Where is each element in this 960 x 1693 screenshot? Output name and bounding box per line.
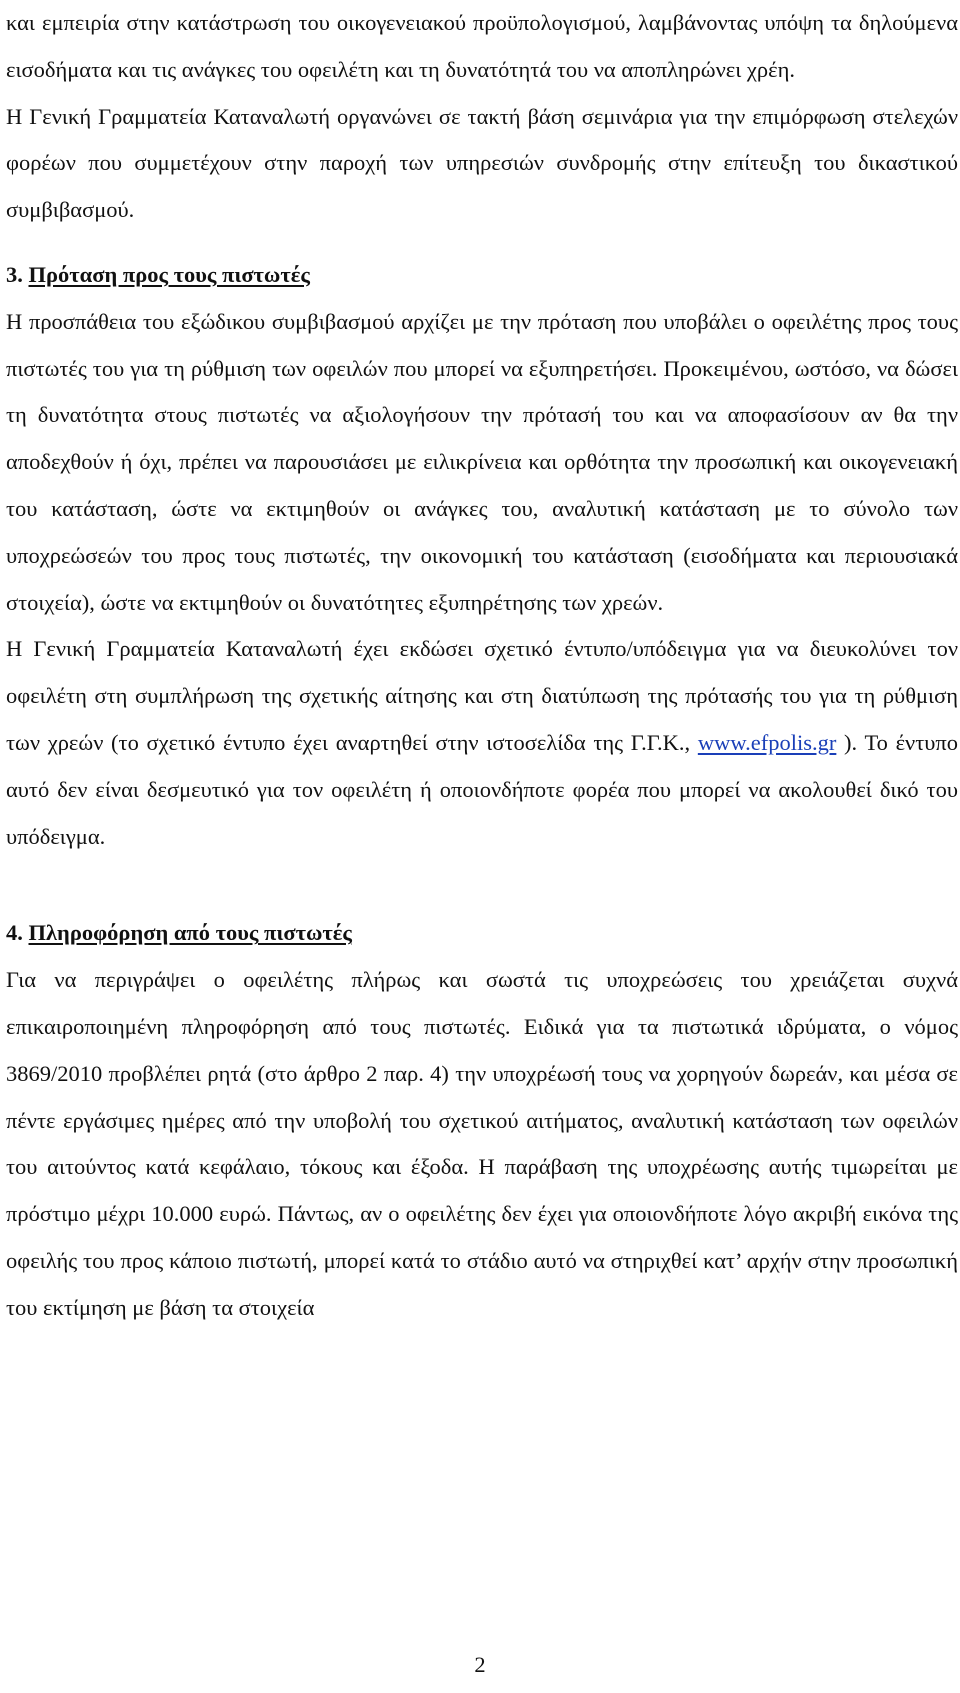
spacer [6, 860, 958, 910]
section-3-title: Πρόταση προς τους πιστωτές [28, 261, 310, 287]
section-3-paragraph-1: Η προσπάθεια του εξώδικου συμβιβασμού αρχίζει με την πρόταση που υποβάλει ο οφειλέτης προς τους πιστωτές του για τη ρύθμιση των οφειλών που μπορεί να εξυπηρετήσει. Προκειμένου, ωστόσο, να δώσει τη δυνατότητα στους πιστωτές να αξιολογήσουν την πρότασή του και να αποφασίσουν αν θα την αποδεχθούν ή όχι, πρέπει να παρουσιάσει με ειλικρίνεια και ορθότητα την προσωπική και οικογενειακή του κατάσταση, ώστε να εκτιμηθούν οι ανάγκες του, αναλυτική κατάσταση με το σύνολο των υποχρεώσεών του προς τους πιστωτές, την οικονομική του κατάσταση (εισοδήματα και περιουσιακά στοιχεία), ώστε να εκτιμηθούν οι δυνατότητες εξυπηρέτησης των χρεών. [6, 308, 958, 615]
section-3-paragraph-2-text-b: ). Το έντυπο αυτό δεν είναι δεσμευτικό για τον οφειλέτη ή οποιονδήποτε φορέα που μπορεί να ακολουθεί δικό του υπόδειγμα. [6, 729, 958, 849]
section-3-paragraph-2 [6, 626, 958, 860]
efpolis-link[interactable]: www.efpolis.gr [697, 729, 837, 755]
section-3-number: 3. [6, 261, 23, 287]
section-4-paragraph-1: Για να περιγράψει ο οφειλέτης πλήρως και σωστά τις υποχρεώσεις του χρειάζεται συχνά επικαιροποιημένη πληροφόρηση από τους πιστωτές. Ειδικά για τα πιστωτικά ιδρύματα, ο νόμος 3869/2010 προβλέπει ρητά (στο άρθρο 2 παρ. 4) την υποχρέωσή τους να χορηγούν δωρεάν, και μέσα σε πέντε εργάσιμες ημέρες από την υποβολή του σχετικού αιτήματος, αναλυτική κατάσταση των οφειλών του αιτούντος κατά κεφάλαιο, τόκους και έξοδα. Η παράβαση της υποχρέωσης αυτής τιμωρείται με πρόστιμο μέχρι 10.000 ευρώ. Πάντως, αν ο οφειλέτης δεν έχει για οποιονδήποτε λόγο ακριβή εικόνα της οφειλής του προς κάποιο πιστωτή, μπορεί κατά το στάδιο αυτό να στηριχθεί κατ’ αρχήν στην προσωπική του εκτίμηση με βάση τα στοιχεία [6, 967, 958, 1320]
section-4-number: 4. [6, 920, 23, 946]
document-page [6, 0, 958, 1332]
section-4-heading [6, 910, 958, 957]
section-4-title: Πληροφόρηση από τους πιστωτές [28, 920, 352, 946]
section-3-paragraph-2-text-a: Η Γενική Γραμματεία Καταναλωτή έχει εκδώσει σχετικό έντυπο/υπόδειγμα για να διευκολύνει τον οφειλέτη στη συμπλήρωση της σχετικής αίτησης και στη διατύπωση της πρότασής του για τη ρύθμιση των χρεών (το σχετικό έντυπο έχει αναρτηθεί στην ιστοσελίδα της Γ.Γ.Κ., [6, 636, 958, 755]
spacer [6, 234, 958, 252]
paragraph-seminars: Η Γενική Γραμματεία Καταναλωτή οργανώνει σε τακτή βάση σεμινάρια για την επιμόρφωση στελεχών φορέων που συμμετέχουν στην παροχή των υπηρεσιών συνδρομής στην επίτευξη του δικαστικού συμβιβασμού. [6, 103, 958, 223]
page-number: 2 [474, 1652, 486, 1677]
paragraph-intro-continuation: και εμπειρία στην κατάστρωση του οικογενειακού προϋπολογισμού, λαμβάνοντας υπόψη τα δηλούμενα εισοδήματα και τις ανάγκες του οφειλέτη και τη δυνατότητά του να αποπληρώνει χρέη. [6, 10, 958, 82]
section-3-heading [6, 252, 958, 299]
